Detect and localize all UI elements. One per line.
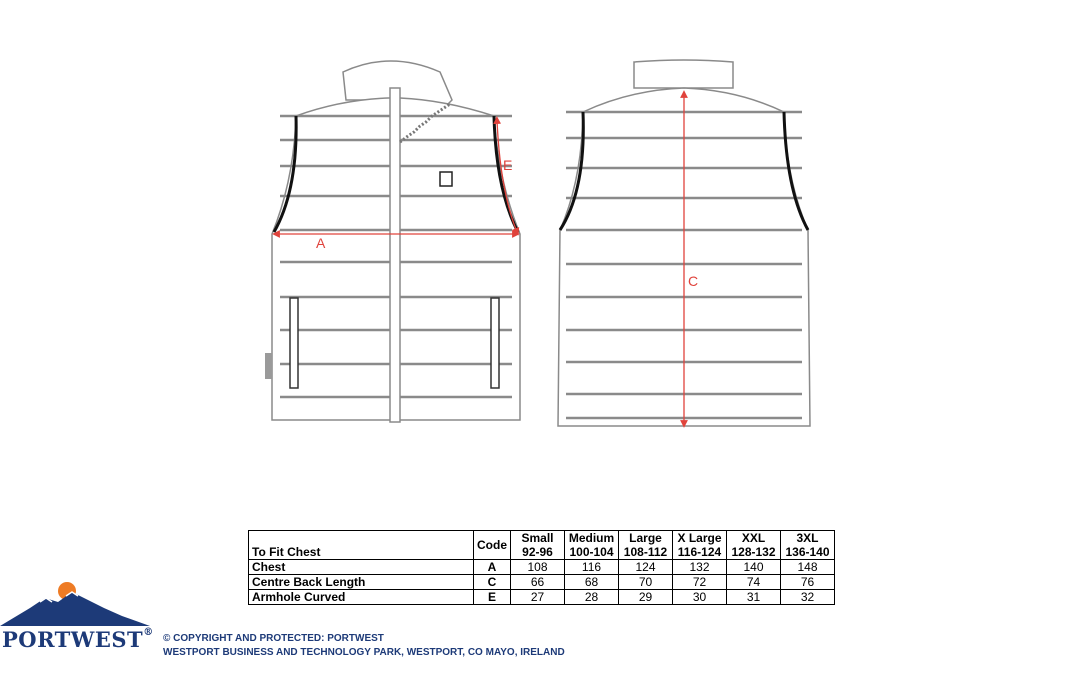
size-name-xxl: XXL [727, 531, 781, 546]
cell-value: 32 [781, 590, 835, 605]
size-range-xlarge: 116-124 [673, 545, 727, 560]
size-range-small: 92-96 [511, 545, 565, 560]
brand-name: PORTWEST [2, 627, 144, 652]
front-view [265, 61, 520, 422]
size-name-medium: Medium [565, 531, 619, 546]
cell-value: 27 [511, 590, 565, 605]
copyright-line [163, 633, 384, 644]
size-chart-table [248, 530, 835, 605]
cell-value: 108 [511, 560, 565, 575]
back-collar [634, 60, 733, 88]
size-name-small: Small [511, 531, 565, 546]
brand-wordmark [2, 627, 154, 652]
cell-value: 72 [673, 575, 727, 590]
cell-value: 68 [565, 575, 619, 590]
code-header: Code [474, 531, 511, 560]
dimension-a-label: A [316, 235, 326, 251]
side-tab [265, 353, 272, 379]
cell-value: 29 [619, 590, 673, 605]
row-label: Armhole Curved [249, 590, 474, 605]
cell-value: 74 [727, 575, 781, 590]
table-row [249, 560, 835, 575]
size-range-large: 108-112 [619, 545, 673, 560]
row-label: Centre Back Length [249, 575, 474, 590]
cell-value: 70 [619, 575, 673, 590]
registered-mark: ® [143, 627, 154, 638]
size-name-large: Large [619, 531, 673, 546]
table-header-row [249, 531, 835, 546]
cell-value: 28 [565, 590, 619, 605]
to-fit-chest-header: To Fit Chest [249, 531, 474, 560]
row-code: C [474, 575, 511, 590]
front-pocket-right [491, 298, 499, 388]
size-name-3xl: 3XL [781, 531, 835, 546]
dimension-c-label: C [688, 273, 699, 289]
cell-value: 30 [673, 590, 727, 605]
size-name-xlarge: X Large [673, 531, 727, 546]
row-code: E [474, 590, 511, 605]
back-view [558, 60, 810, 426]
size-range-3xl: 136-140 [781, 545, 835, 560]
cell-value: 140 [727, 560, 781, 575]
copyright-owner: PORTWEST [327, 633, 384, 644]
table-row [249, 590, 835, 605]
copyright-prefix: © COPYRIGHT AND PROTECTED: [163, 633, 328, 644]
cell-value: 116 [565, 560, 619, 575]
cell-value: 76 [781, 575, 835, 590]
cell-value: 132 [673, 560, 727, 575]
cell-value: 66 [511, 575, 565, 590]
row-code: A [474, 560, 511, 575]
address-line: WESTPORT BUSINESS AND TECHNOLOGY PARK, WESTPORT, CO MAYO, IRELAND [163, 647, 565, 658]
chest-badge [440, 172, 452, 186]
cell-value: 31 [727, 590, 781, 605]
dimension-e-label: E [503, 157, 513, 173]
front-pocket-left [290, 298, 298, 388]
size-range-xxl: 128-132 [727, 545, 781, 560]
front-zipper [390, 88, 400, 422]
cell-value: 124 [619, 560, 673, 575]
row-label: Chest [249, 560, 474, 575]
table-row [249, 575, 835, 590]
size-range-medium: 100-104 [565, 545, 619, 560]
cell-value: 148 [781, 560, 835, 575]
